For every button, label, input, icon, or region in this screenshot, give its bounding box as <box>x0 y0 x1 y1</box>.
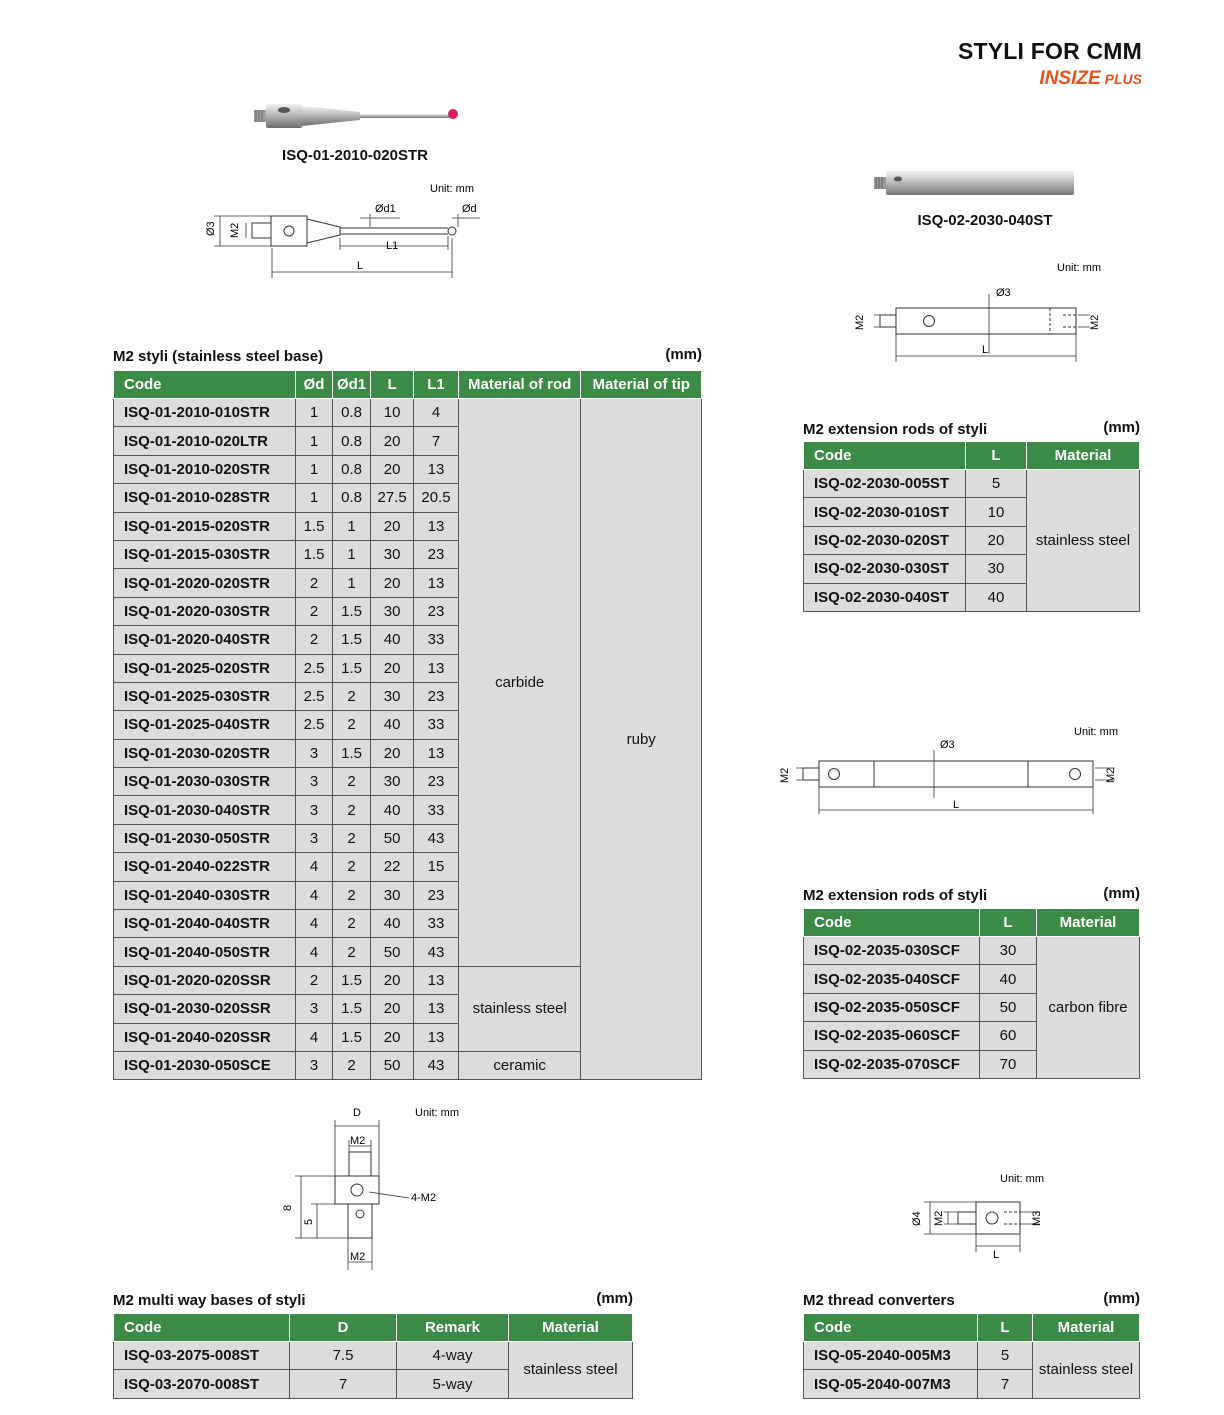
cell-l1: 13 <box>414 1023 459 1051</box>
drawing-hole <box>986 1212 998 1224</box>
cell-l: 30 <box>966 555 1027 583</box>
cell-material: stainless steel <box>1027 470 1140 612</box>
unit-label: Unit: mm <box>430 183 474 195</box>
cell-material: stainless steel <box>509 1342 633 1399</box>
cell-l1: 33 <box>414 796 459 824</box>
dim-5: 5 <box>303 1218 315 1225</box>
cell-od: 3 <box>296 739 333 767</box>
carbon-rod-drawing <box>770 722 1130 822</box>
side-dims <box>295 1176 349 1238</box>
brand-logo <box>960 68 1142 90</box>
cell-od1: 2 <box>332 853 370 881</box>
cell-od: 2 <box>296 626 333 654</box>
cell-od: 4 <box>296 881 333 909</box>
styli-table-body <box>114 399 702 1080</box>
drawing-ball <box>448 227 456 235</box>
extension-rod-caption: ISQ-02-2030-040ST <box>917 212 1053 229</box>
cell-l1: 13 <box>414 966 459 994</box>
cell-od: 2 <box>296 597 333 625</box>
drawing-hole-right <box>1070 769 1081 780</box>
cell-l1: 13 <box>414 569 459 597</box>
cell-od1: 0.8 <box>332 455 370 483</box>
center-hole <box>351 1184 363 1196</box>
styli-table-title: M2 styli (stainless steel base) <box>113 348 324 365</box>
conv-table-unit: (mm) <box>1103 1290 1140 1307</box>
cell-code: ISQ-02-2030-040ST <box>804 583 966 611</box>
cell-od1: 1 <box>332 540 370 568</box>
cell-l1: 23 <box>414 597 459 625</box>
cell-od1: 2 <box>332 824 370 852</box>
bottom-hole <box>356 1210 364 1218</box>
cell-od1: 0.8 <box>332 484 370 512</box>
drawing-thread <box>880 315 896 327</box>
cell-l: 5 <box>978 1342 1033 1370</box>
col-tip-material: Material of tip <box>581 371 702 399</box>
cell-code: ISQ-01-2020-020SSR <box>114 966 296 994</box>
dim-d: D <box>353 1107 361 1119</box>
cell-od1: 1 <box>332 512 370 540</box>
cell-od: 3 <box>296 768 333 796</box>
bottom-stub <box>348 1204 372 1238</box>
ext1-table-body <box>804 470 1140 612</box>
ext2-table-title: M2 extension rods of styli <box>803 887 988 904</box>
table-row <box>114 399 702 427</box>
stylus-rod <box>360 114 450 118</box>
thread-leader <box>369 1192 409 1198</box>
cell-od1: 1.5 <box>332 1023 370 1051</box>
styli-table-unit: (mm) <box>665 346 702 363</box>
drawing-thread <box>958 1212 976 1224</box>
ext2-table-body <box>804 937 1140 1079</box>
multi-table-unit: (mm) <box>596 1290 633 1307</box>
cell-l1: 23 <box>414 540 459 568</box>
cell-rod-material: carbide <box>458 399 581 967</box>
dim-o3: Ø3 <box>205 221 217 236</box>
height-dims <box>214 216 271 246</box>
cell-l: 40 <box>371 910 414 938</box>
multi-table-body <box>114 1342 633 1399</box>
cell-l: 20 <box>371 455 414 483</box>
cell-code: ISQ-02-2035-070SCF <box>804 1050 980 1078</box>
cell-od1: 2 <box>332 711 370 739</box>
page-title: STYLI FOR CMM <box>957 38 1142 64</box>
cell-code: ISQ-05-2040-005M3 <box>804 1342 978 1370</box>
cell-l1: 33 <box>414 910 459 938</box>
cell-l: 40 <box>371 796 414 824</box>
col-material: Material <box>1033 1314 1140 1342</box>
dim-l: L <box>993 1249 1000 1261</box>
drawing-internal-thread <box>1050 308 1076 334</box>
cell-code: ISQ-01-2010-020STR <box>114 455 296 483</box>
cell-code: ISQ-05-2040-007M3 <box>804 1370 978 1398</box>
cell-l1: 43 <box>414 938 459 966</box>
table-row <box>804 1342 1140 1370</box>
cell-od: 1 <box>296 399 333 427</box>
unit-label: Unit: mm <box>1057 262 1101 274</box>
unit-label: Unit: mm <box>1000 1173 1044 1185</box>
cell-code: ISQ-01-2020-040STR <box>114 626 296 654</box>
cell-od1: 1.5 <box>332 597 370 625</box>
cell-od1: 1.5 <box>332 995 370 1023</box>
cell-code: ISQ-02-2035-050SCF <box>804 993 980 1021</box>
cell-od: 2.5 <box>296 654 333 682</box>
cell-od1: 1.5 <box>332 739 370 767</box>
drawing-hole-left <box>829 769 840 780</box>
converter-drawing <box>900 1168 1080 1264</box>
conv-table-title: M2 thread converters <box>803 1292 955 1309</box>
cell-code: ISQ-01-2015-030STR <box>114 540 296 568</box>
col-od: Ød <box>296 371 333 399</box>
dim-l: L <box>953 799 960 811</box>
cell-l: 50 <box>371 1051 414 1079</box>
dim-m2-left: M2 <box>854 314 866 330</box>
top-stub <box>349 1152 371 1176</box>
cell-od: 2.5 <box>296 682 333 710</box>
cell-od: 1 <box>296 427 333 455</box>
cell-l: 20 <box>371 995 414 1023</box>
cell-l1: 23 <box>414 881 459 909</box>
cell-rod-material: stainless steel <box>458 966 581 1051</box>
cell-code: ISQ-01-2030-020STR <box>114 739 296 767</box>
ruby-ball <box>448 109 458 119</box>
cell-od1: 2 <box>332 768 370 796</box>
cell-code: ISQ-01-2010-010STR <box>114 399 296 427</box>
cell-code: ISQ-01-2040-030STR <box>114 881 296 909</box>
col-d: D <box>290 1314 397 1342</box>
dim-m3: M3 <box>1031 1210 1043 1226</box>
cell-l: 20 <box>371 512 414 540</box>
cell-l: 30 <box>371 682 414 710</box>
cell-code: ISQ-01-2030-040STR <box>114 796 296 824</box>
cell-remark: 5-way <box>397 1370 509 1398</box>
diameter-leaders <box>360 214 480 227</box>
drawing-hole <box>284 226 294 236</box>
conv-table <box>803 1313 1140 1399</box>
cell-od: 2 <box>296 966 333 994</box>
drawing-base <box>271 216 307 246</box>
cell-l: 30 <box>371 768 414 796</box>
drawing-thread <box>803 768 819 780</box>
cell-code: ISQ-01-2040-050STR <box>114 938 296 966</box>
cell-od1: 1.5 <box>332 966 370 994</box>
cell-code: ISQ-02-2035-060SCF <box>804 1022 980 1050</box>
cell-l: 27.5 <box>371 484 414 512</box>
col-l: L <box>966 442 1027 470</box>
table-row <box>804 470 1140 498</box>
cell-l1: 43 <box>414 1051 459 1079</box>
cell-l1: 13 <box>414 654 459 682</box>
cell-tip-material: ruby <box>581 399 702 1080</box>
cell-code: ISQ-01-2010-020LTR <box>114 427 296 455</box>
col-od1: Ød1 <box>332 371 370 399</box>
cell-code: ISQ-02-2030-030ST <box>804 555 966 583</box>
col-code: Code <box>114 371 296 399</box>
conv-table-body <box>804 1342 1140 1399</box>
cell-l: 30 <box>980 937 1037 965</box>
cell-od1: 1.5 <box>332 626 370 654</box>
ext1-table <box>803 441 1140 612</box>
dim-o4: Ø4 <box>911 1211 923 1226</box>
cell-od1: 2 <box>332 1051 370 1079</box>
cell-code: ISQ-02-2035-030SCF <box>804 937 980 965</box>
dim-m2-top: M2 <box>350 1135 366 1147</box>
cell-code: ISQ-01-2030-050SCE <box>114 1051 296 1079</box>
drawing-hole <box>924 316 935 327</box>
cell-l1: 13 <box>414 739 459 767</box>
cell-l: 10 <box>966 498 1027 526</box>
brand-name: INSIZE <box>1039 68 1101 89</box>
cell-code: ISQ-01-2020-030STR <box>114 597 296 625</box>
ext1-table-unit: (mm) <box>1103 419 1140 436</box>
dim-l: L <box>357 260 364 272</box>
cell-od: 1.5 <box>296 512 333 540</box>
dim-l: L <box>982 344 989 356</box>
cell-od: 2 <box>296 569 333 597</box>
cell-od: 4 <box>296 853 333 881</box>
col-material: Material <box>1037 909 1140 937</box>
left-dims <box>924 1202 976 1234</box>
cell-code: ISQ-01-2010-028STR <box>114 484 296 512</box>
cell-l: 50 <box>980 993 1037 1021</box>
drawing-taper <box>307 219 340 243</box>
thread-dims <box>874 315 1090 327</box>
cell-code: ISQ-02-2030-010ST <box>804 498 966 526</box>
drawing-rod <box>340 228 448 234</box>
col-code: Code <box>804 442 966 470</box>
cell-od: 3 <box>296 796 333 824</box>
cell-l: 40 <box>371 711 414 739</box>
col-code: Code <box>804 1314 978 1342</box>
cell-rod-material: ceramic <box>458 1051 581 1079</box>
cell-l: 60 <box>980 1022 1037 1050</box>
cell-od: 3 <box>296 1051 333 1079</box>
cell-l: 50 <box>371 824 414 852</box>
stylus-taper <box>302 106 360 126</box>
cell-od: 1.5 <box>296 540 333 568</box>
cell-od1: 0.8 <box>332 427 370 455</box>
stylus-product-image <box>250 98 465 138</box>
thread-dims <box>796 768 1115 780</box>
cell-l: 40 <box>371 626 414 654</box>
col-material: Material <box>509 1314 633 1342</box>
cell-od: 3 <box>296 995 333 1023</box>
cell-code: ISQ-03-2070-008ST <box>114 1370 290 1398</box>
cell-code: ISQ-01-2025-040STR <box>114 711 296 739</box>
cell-code: ISQ-02-2030-005ST <box>804 470 966 498</box>
cell-l: 5 <box>966 470 1027 498</box>
dim-m2: M2 <box>933 1210 945 1226</box>
internal-thread <box>1004 1212 1020 1224</box>
unit-label: Unit: mm <box>1074 726 1118 738</box>
cell-l1: 23 <box>414 682 459 710</box>
table-row <box>114 1342 633 1370</box>
extension-rod-drawing <box>850 258 1120 368</box>
cell-od: 3 <box>296 824 333 852</box>
col-remark: Remark <box>397 1314 509 1342</box>
top-dims <box>335 1120 379 1176</box>
cell-l1: 43 <box>414 824 459 852</box>
dim-od1: Ød1 <box>375 203 396 215</box>
multi-base-drawing <box>275 1100 475 1278</box>
ext1-table-title: M2 extension rods of styli <box>803 421 988 438</box>
cell-code: ISQ-01-2040-020SSR <box>114 1023 296 1051</box>
drawing-thread <box>252 223 271 238</box>
cell-od1: 2 <box>332 682 370 710</box>
cell-code: ISQ-02-2035-040SCF <box>804 965 980 993</box>
cell-remark: 4-way <box>397 1342 509 1370</box>
col-material: Material <box>1027 442 1140 470</box>
multi-table-title: M2 multi way bases of styli <box>113 1292 306 1309</box>
extension-rod-image <box>868 168 1078 200</box>
ext2-table <box>803 908 1140 1079</box>
cell-od1: 2 <box>332 938 370 966</box>
cell-d: 7.5 <box>290 1342 397 1370</box>
cell-l1: 20.5 <box>414 484 459 512</box>
drawing-body <box>819 761 1093 787</box>
dim-m2-bottom: M2 <box>350 1251 366 1263</box>
cell-od: 1 <box>296 484 333 512</box>
cell-material: carbon fibre <box>1037 937 1140 1079</box>
cell-code: ISQ-01-2025-020STR <box>114 654 296 682</box>
cell-od: 4 <box>296 938 333 966</box>
cell-od: 4 <box>296 1023 333 1051</box>
cell-od1: 2 <box>332 796 370 824</box>
cell-od1: 0.8 <box>332 399 370 427</box>
cell-l: 20 <box>966 526 1027 554</box>
cell-l: 20 <box>371 1023 414 1051</box>
brand-suffix: PLUS <box>1104 71 1142 87</box>
cell-code: ISQ-01-2030-050STR <box>114 824 296 852</box>
col-l1: L1 <box>414 371 459 399</box>
ext2-table-unit: (mm) <box>1103 885 1140 902</box>
stylus-caption: ISQ-01-2010-020STR <box>282 147 428 164</box>
cell-l: 30 <box>371 597 414 625</box>
cell-l: 10 <box>371 399 414 427</box>
cell-code: ISQ-01-2025-030STR <box>114 682 296 710</box>
cell-l1: 13 <box>414 512 459 540</box>
cell-code: ISQ-01-2030-020SSR <box>114 995 296 1023</box>
rod-hole <box>894 177 902 182</box>
styli-table <box>113 370 702 1080</box>
col-code: Code <box>114 1314 290 1342</box>
dim-o3: Ø3 <box>940 739 955 751</box>
col-l: L <box>980 909 1037 937</box>
table-row <box>804 937 1140 965</box>
cell-l: 30 <box>371 540 414 568</box>
cell-od: 4 <box>296 910 333 938</box>
cell-od1: 2 <box>332 910 370 938</box>
cell-l1: 23 <box>414 768 459 796</box>
unit-label: Unit: mm <box>415 1107 459 1119</box>
col-code: Code <box>804 909 980 937</box>
dim-m2: M2 <box>229 222 241 238</box>
cell-l: 30 <box>371 881 414 909</box>
cell-l: 20 <box>371 569 414 597</box>
dim-l1: L1 <box>386 240 399 252</box>
cell-l: 20 <box>371 654 414 682</box>
drawing-joints <box>874 761 1028 787</box>
dim-od: Ød <box>462 203 477 215</box>
col-l: L <box>371 371 414 399</box>
cell-l: 22 <box>371 853 414 881</box>
dim-m2-right: M2 <box>1089 314 1101 330</box>
dim-4m2: 4-M2 <box>411 1192 437 1204</box>
dim-o3: Ø3 <box>996 287 1011 299</box>
cell-code: ISQ-03-2075-008ST <box>114 1342 290 1370</box>
cell-l: 20 <box>371 427 414 455</box>
stylus-drawing <box>200 178 500 278</box>
base-body <box>335 1176 379 1204</box>
cell-l1: 33 <box>414 711 459 739</box>
cell-d: 7 <box>290 1370 397 1398</box>
rod-body <box>886 171 1074 195</box>
cell-l1: 33 <box>414 626 459 654</box>
cell-od: 1 <box>296 455 333 483</box>
dim-8: 8 <box>282 1204 294 1211</box>
cell-l1: 4 <box>414 399 459 427</box>
cell-od1: 1.5 <box>332 654 370 682</box>
cell-l1: 7 <box>414 427 459 455</box>
cell-l: 70 <box>980 1050 1037 1078</box>
cell-code: ISQ-02-2030-020ST <box>804 526 966 554</box>
cell-od: 2.5 <box>296 711 333 739</box>
cell-l: 50 <box>371 938 414 966</box>
cell-l: 40 <box>980 965 1037 993</box>
cell-l1: 13 <box>414 455 459 483</box>
cell-od1: 1 <box>332 569 370 597</box>
dim-m2-right: M2 <box>1105 767 1117 783</box>
cell-code: ISQ-01-2020-020STR <box>114 569 296 597</box>
cell-od1: 2 <box>332 881 370 909</box>
cell-material: stainless steel <box>1033 1342 1140 1399</box>
cell-code: ISQ-01-2040-022STR <box>114 853 296 881</box>
cell-code: ISQ-01-2015-020STR <box>114 512 296 540</box>
cell-code: ISQ-01-2030-030STR <box>114 768 296 796</box>
base-hole <box>278 107 290 113</box>
cell-l1: 13 <box>414 995 459 1023</box>
cell-l: 7 <box>978 1370 1033 1398</box>
col-l: L <box>978 1314 1033 1342</box>
cell-l: 40 <box>966 583 1027 611</box>
cell-code: ISQ-01-2040-040STR <box>114 910 296 938</box>
cell-l: 20 <box>371 739 414 767</box>
multi-table <box>113 1313 633 1399</box>
dim-m2-left: M2 <box>779 767 791 783</box>
cell-l: 20 <box>371 966 414 994</box>
cell-l1: 15 <box>414 853 459 881</box>
col-rod-material: Material of rod <box>458 371 581 399</box>
